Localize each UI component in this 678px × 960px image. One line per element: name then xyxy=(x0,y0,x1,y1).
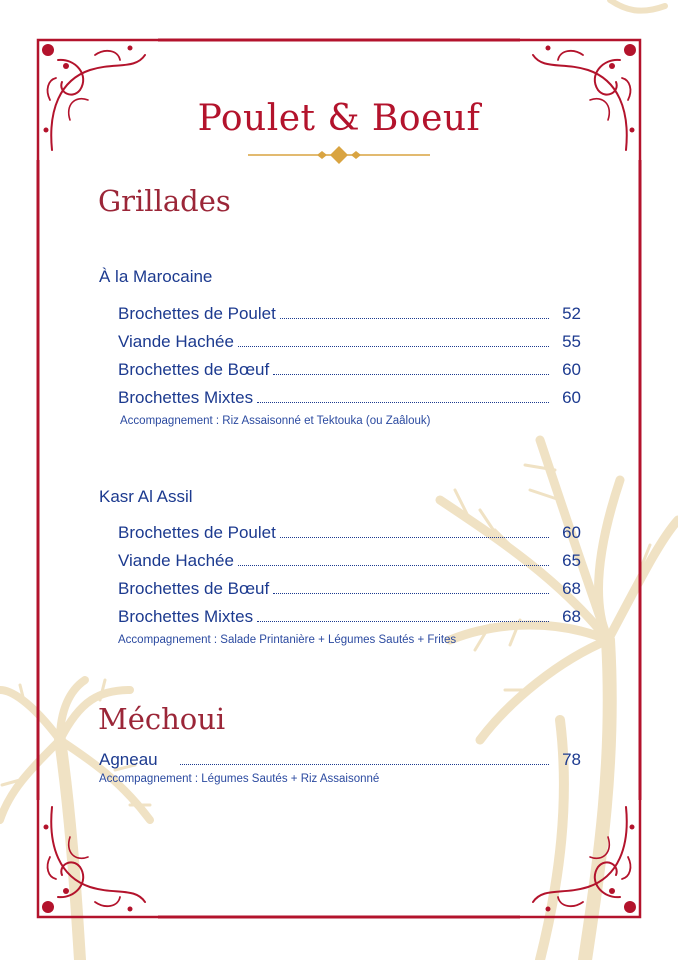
menu-item xyxy=(118,330,581,352)
item-name: Viande Hachée xyxy=(118,332,234,351)
menu-item xyxy=(99,748,581,770)
section-heading-grillades: Grillades xyxy=(98,184,231,218)
item-name: Brochettes Mixtes xyxy=(118,607,254,626)
menu-item xyxy=(118,386,581,408)
item-price: 78 xyxy=(562,750,581,769)
dot-leader xyxy=(257,620,549,622)
dot-leader xyxy=(238,564,549,566)
item-name: Agneau xyxy=(99,750,158,769)
dot-leader xyxy=(280,317,549,319)
menu-item xyxy=(118,549,581,571)
item-price: 68 xyxy=(562,607,581,626)
menu-item xyxy=(118,302,581,324)
item-price: 68 xyxy=(562,579,581,598)
dot-leader xyxy=(273,592,549,594)
dot-leader xyxy=(238,345,549,347)
page-title: Poulet & Boeuf xyxy=(197,98,481,139)
menu-item xyxy=(118,605,581,627)
item-price: 52 xyxy=(562,304,581,323)
item-name: Brochettes de Poulet xyxy=(118,523,276,542)
item-price: 60 xyxy=(562,360,581,379)
dot-leader xyxy=(273,373,549,375)
item-name: Brochettes de Bœuf xyxy=(118,579,270,598)
item-price: 55 xyxy=(562,332,581,351)
dot-leader xyxy=(280,536,549,538)
dot-leader xyxy=(257,401,549,403)
item-price: 60 xyxy=(562,523,581,542)
item-name: Brochettes de Bœuf xyxy=(118,360,270,379)
subsection-title-marocaine: À la Marocaine xyxy=(99,267,213,286)
item-name: Viande Hachée xyxy=(118,551,234,570)
item-price: 60 xyxy=(562,388,581,407)
dot-leader xyxy=(180,763,549,765)
gold-divider xyxy=(248,146,430,164)
item-name: Brochettes Mixtes xyxy=(118,388,254,407)
menu-item xyxy=(118,358,581,380)
menu-item xyxy=(118,577,581,599)
menu-item xyxy=(118,521,581,543)
item-name: Brochettes de Poulet xyxy=(118,304,276,323)
accompaniment-note: Accompagnement : Salade Printanière + Légumes Sautés + Frites xyxy=(118,634,457,646)
accompaniment-note: Accompagnement : Riz Assaisonné et Tektouka (ou Zaâlouk) xyxy=(120,415,431,427)
accompaniment-note: Accompagnement : Légumes Sautés + Riz Assaisonné xyxy=(99,773,380,785)
section-heading-mechoui: Méchoui xyxy=(98,702,226,736)
subsection-title-kasr-al-assil: Kasr Al Assil xyxy=(99,487,193,506)
item-price: 65 xyxy=(562,551,581,570)
